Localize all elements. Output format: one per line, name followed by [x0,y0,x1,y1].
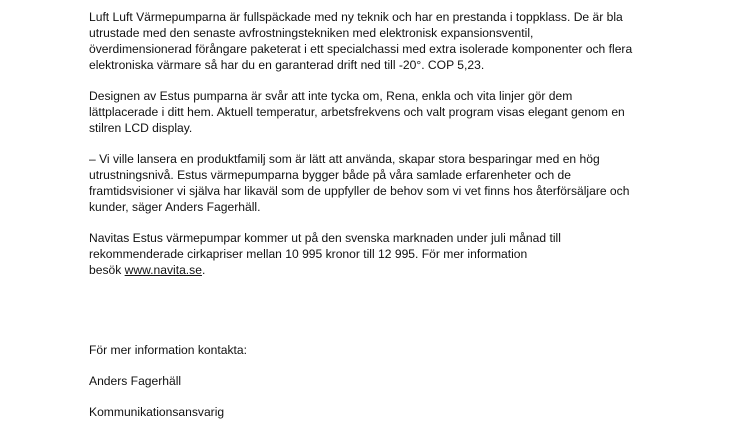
text-prefix: besök [89,263,125,277]
text-line: elektroniska värmare så har du en garanterad drift ned till -20°. COP 5,23. [89,58,485,72]
contact-name: Anders Fagerhäll [89,374,182,388]
paragraph-design [89,88,649,136]
paragraph-pricing [89,230,649,278]
paragraph-product-features [89,9,649,73]
document-page [89,9,649,435]
text-line-with-link [89,262,649,278]
text-line: lättplacerade i ditt hem. Aktuell temperatur, arbetsfrekvens och valt program visas elegant genom en [89,105,625,119]
text-line: rekommenderade cirkapriser mellan 10 995 kronor till 12 995. För mer information [89,247,528,261]
text-line: Luft Luft Värmepumparna är fullspäckade med ny teknik och har en prestanda i toppklass. De är bla [89,10,623,24]
paragraph-quote [89,151,649,215]
text-line: Navitas Estus värmepumpar kommer ut på den svenska marknaden under juli månad till [89,231,561,245]
text-line: framtidsvisioner vi själva har likaväl som de uppfyller de behov som vi vet finns hos återförsäljare och [89,184,630,198]
website-link[interactable]: www.navita.se [124,263,202,277]
text-line: överdimensionerad förångare paketerat i ett specialchassi med extra isolerade komponenter och flera [89,42,633,56]
text-line: – Vi ville lansera en produktfamilj som är lätt att använda, skapar stora besparingar med en hög [89,152,600,166]
contact-role: Kommunikationsansvarig [89,405,225,419]
contact-heading: För mer information kontakta: [89,343,247,357]
text-line: utrustade med den senaste avfrostningstekniken med elektronisk expansionsventil, [89,26,534,40]
text-line: kunder, säger Anders Fagerhäll. [89,200,261,214]
text-suffix: . [201,263,206,277]
text-line: Designen av Estus pumparna är svår att inte tycka om, Rena, enkla och vita linjer gör dem [89,89,573,103]
spacer [89,293,649,342]
text-line: utrustningsnivå. Estus värmepumparna bygger både på våra samlade erfarenheter och de [89,168,572,182]
text-line: stilren LCD display. [89,121,193,135]
